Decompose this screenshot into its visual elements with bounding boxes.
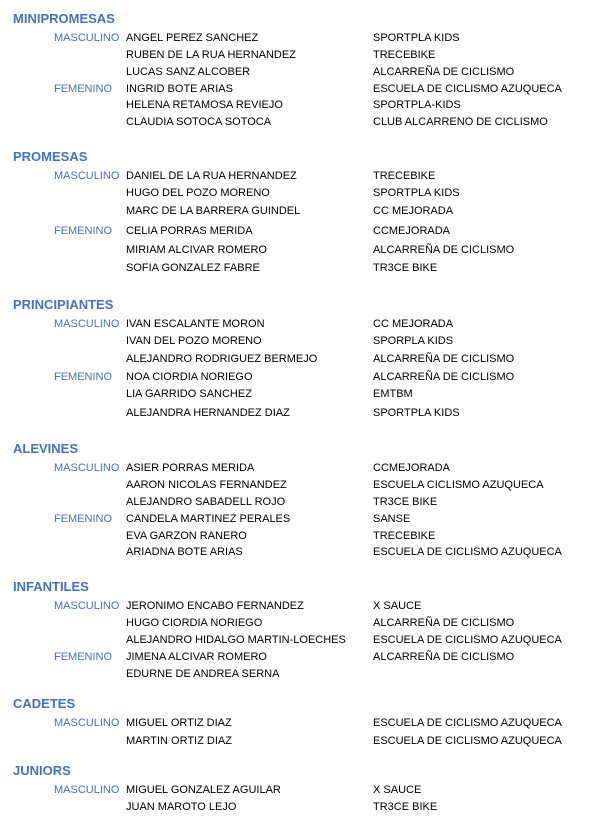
club-name: CCMEJORADA bbox=[373, 462, 451, 474]
participant-row bbox=[0, 386, 608, 402]
participant-name: ALEJANDRO HIDALGO MARTIN-LOECHES bbox=[126, 634, 346, 646]
club-name: TRECEBIKE bbox=[373, 170, 436, 182]
category-title: PRINCIPIANTES bbox=[13, 297, 114, 312]
participant-row bbox=[0, 114, 608, 130]
club-name: ESCUELA DE CICLISMO AZUQUECA bbox=[373, 546, 562, 558]
gender-label: MASCULINO bbox=[54, 318, 120, 330]
club-name: ALCARREÑA DE CICLISMO bbox=[373, 353, 515, 365]
club-name: TR3CE BIKE bbox=[373, 801, 438, 813]
participant-name: ALEJANDRO SABADELL ROJO bbox=[126, 496, 286, 508]
participant-name: ASIER PORRAS MERIDA bbox=[126, 462, 255, 474]
gender-label: MASCULINO bbox=[54, 717, 120, 729]
category-title: JUNIORS bbox=[13, 763, 71, 778]
category-title: INFANTILES bbox=[13, 579, 89, 594]
participant-row bbox=[0, 666, 608, 682]
participant-row bbox=[0, 632, 608, 648]
participant-name: ARIADNA BOTE ARIAS bbox=[126, 546, 243, 558]
gender-label: MASCULINO bbox=[54, 170, 120, 182]
participant-name: MARTIN ORTIZ DIAZ bbox=[126, 735, 232, 747]
club-name: ESCUELA CICLISMO AZUQUECA bbox=[373, 479, 544, 491]
participant-name: LUCAS SANZ ALCOBER bbox=[126, 66, 251, 78]
club-name: SPORTPLA-KIDS bbox=[373, 99, 461, 111]
club-name: ALCARREÑA DE CICLISMO bbox=[373, 617, 515, 629]
participant-row bbox=[0, 369, 608, 385]
participant-name: JIMENA ALCIVAR ROMERO bbox=[126, 651, 267, 663]
gender-label: FEMENINO bbox=[54, 83, 113, 95]
participant-name: NOA CIORDIA NORIEGO bbox=[126, 371, 253, 383]
participant-row bbox=[0, 615, 608, 631]
participant-row bbox=[0, 494, 608, 510]
participant-name: ANGEL PEREZ SANCHEZ bbox=[126, 32, 259, 44]
club-name: SPORTPLA KIDS bbox=[373, 187, 460, 199]
club-name: ESCUELA DE CICLISMO AZUQUECA bbox=[373, 717, 562, 729]
participant-row bbox=[0, 203, 608, 219]
participant-name: IVAN ESCALANTE MORON bbox=[126, 318, 265, 330]
club-name: SPORPLA KIDS bbox=[373, 335, 454, 347]
participant-name: ALEJANDRO RODRIGUEZ BERMEJO bbox=[126, 353, 318, 365]
club-name: SPORTPLA KIDS bbox=[373, 32, 460, 44]
participant-row bbox=[0, 460, 608, 476]
participant-row bbox=[0, 242, 608, 258]
gender-label: FEMENINO bbox=[54, 225, 113, 237]
gender-label: MASCULINO bbox=[54, 32, 120, 44]
participant-row bbox=[0, 715, 608, 731]
participant-row bbox=[0, 528, 608, 544]
participant-name: SOFIA GONZALEZ FABRE bbox=[126, 262, 260, 274]
category-title: CADETES bbox=[13, 696, 76, 711]
participant-row bbox=[0, 799, 608, 815]
club-name: X SAUCE bbox=[373, 600, 422, 612]
club-name: X SAUCE bbox=[373, 784, 422, 796]
club-name: TRECEBIKE bbox=[373, 530, 436, 542]
club-name: ALCARREÑA DE CICLISMO bbox=[373, 371, 515, 383]
club-name: ALCARREÑA DE CICLISMO bbox=[373, 651, 515, 663]
participant-row bbox=[0, 733, 608, 749]
participant-name: MIGUEL ORTIZ DIAZ bbox=[126, 717, 232, 729]
participant-row bbox=[0, 598, 608, 614]
participant-name: EDURNE DE ANDREA SERNA bbox=[126, 668, 280, 680]
participant-row bbox=[0, 81, 608, 97]
participant-name: HUGO CIORDIA NORIEGO bbox=[126, 617, 263, 629]
participant-row bbox=[0, 64, 608, 80]
gender-label: FEMENINO bbox=[54, 513, 113, 525]
club-name: ESCUELA DE CICLISMO AZUQUECA bbox=[373, 634, 562, 646]
participant-name: CELIA PORRAS MERIDA bbox=[126, 225, 253, 237]
club-name: EMTBM bbox=[373, 388, 413, 400]
club-name: ESCUELA DE CICLISMO AZUQUECA bbox=[373, 83, 562, 95]
club-name: ALCARREÑA DE CICLISMO bbox=[373, 244, 515, 256]
participant-name: MIRIAM ALCIVAR ROMERO bbox=[126, 244, 267, 256]
participant-row bbox=[0, 333, 608, 349]
participant-name: LIA GARRIDO SANCHEZ bbox=[126, 388, 252, 400]
participant-row bbox=[0, 168, 608, 184]
club-name: ESCUELA DE CICLISMO AZUQUECA bbox=[373, 735, 562, 747]
club-name: TRECEBIKE bbox=[373, 49, 436, 61]
gender-label: MASCULINO bbox=[54, 462, 120, 474]
participant-row bbox=[0, 97, 608, 113]
participant-row bbox=[0, 223, 608, 239]
participant-row bbox=[0, 316, 608, 332]
club-name: ALCARREÑA DE CICLISMO bbox=[373, 66, 515, 78]
participant-row bbox=[0, 477, 608, 493]
participant-name: EVA GARZON RANERO bbox=[126, 530, 247, 542]
gender-label: MASCULINO bbox=[54, 600, 120, 612]
club-name: CC MEJORADA bbox=[373, 318, 454, 330]
participant-name: MARC DE LA BARRERA GUINDEL bbox=[126, 205, 301, 217]
gender-label: FEMENINO bbox=[54, 371, 113, 383]
participant-name: ALEJANDRA HERNANDEZ DIAZ bbox=[126, 407, 290, 419]
gender-label: MASCULINO bbox=[54, 784, 120, 796]
participant-row bbox=[0, 47, 608, 63]
participant-name: IVAN DEL POZO MORENO bbox=[126, 335, 262, 347]
participant-row bbox=[0, 30, 608, 46]
participant-row bbox=[0, 351, 608, 367]
category-title: PROMESAS bbox=[13, 149, 88, 164]
participant-name: CANDELA MARTINEZ PERALES bbox=[126, 513, 291, 525]
participant-name: INGRID BOTE ARIAS bbox=[126, 83, 233, 95]
club-name: SPORTPLA KIDS bbox=[373, 407, 460, 419]
category-title: ALEVINES bbox=[13, 441, 79, 456]
club-name: CCMEJORADA bbox=[373, 225, 451, 237]
participant-name: RUBEN DE LA RUA HERNANDEZ bbox=[126, 49, 296, 61]
participant-row bbox=[0, 544, 608, 560]
participant-row bbox=[0, 511, 608, 527]
participant-row bbox=[0, 782, 608, 798]
participant-row bbox=[0, 649, 608, 665]
participant-name: JERONIMO ENCABO FERNANDEZ bbox=[126, 600, 304, 612]
participant-name: JUAN MAROTO LEJO bbox=[126, 801, 237, 813]
participant-row bbox=[0, 185, 608, 201]
club-name: CC MEJORADA bbox=[373, 205, 454, 217]
participant-name: HELENA RETAMOSA REVIEJO bbox=[126, 99, 283, 111]
participant-row bbox=[0, 260, 608, 276]
category-title: MINIPROMESAS bbox=[13, 11, 115, 26]
club-name: TR3CE BIKE bbox=[373, 262, 438, 274]
participant-name: DANIEL DE LA RUA HERNANDEZ bbox=[126, 170, 297, 182]
participant-name: MIGUEL GONZALEZ AGUILAR bbox=[126, 784, 281, 796]
gender-label: FEMENINO bbox=[54, 651, 113, 663]
participant-name: AARON NICOLAS FERNANDEZ bbox=[126, 479, 287, 491]
participant-name: CLAUDIA SOTOCA SOTOCA bbox=[126, 116, 272, 128]
participant-row bbox=[0, 405, 608, 421]
club-name: CLUB ALCARRENO DE CICLISMO bbox=[373, 116, 548, 128]
club-name: SANSE bbox=[373, 513, 411, 525]
club-name: TR3CE BIKE bbox=[373, 496, 438, 508]
participant-name: HUGO DEL POZO MORENO bbox=[126, 187, 270, 199]
